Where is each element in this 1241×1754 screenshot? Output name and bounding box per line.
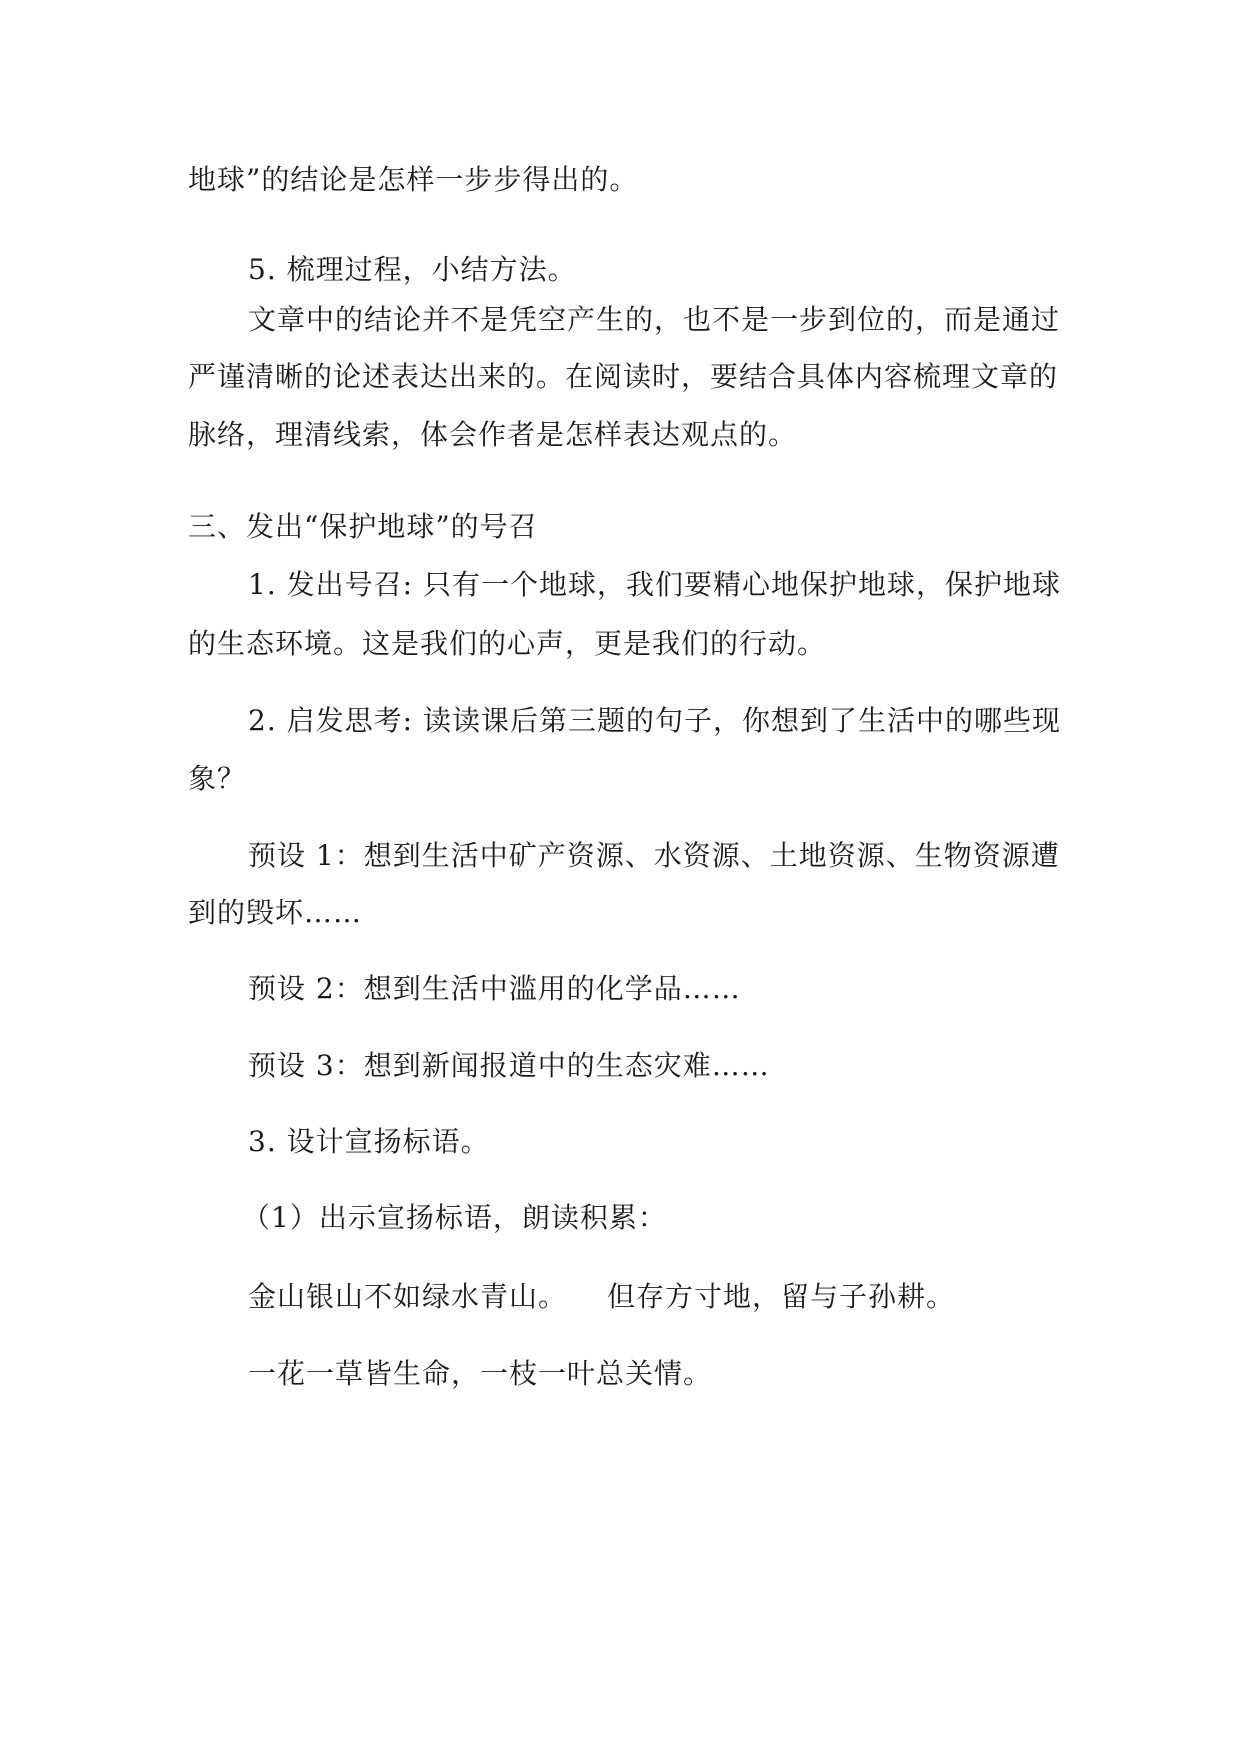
slogan-line [248, 1277, 955, 1317]
paragraph-line: 象？ [188, 762, 247, 795]
paragraph-line: 地球”的结论是怎样一步步得出的。 [188, 163, 639, 196]
slogan-text: 金山银山不如绿水青山。 [248, 1280, 568, 1313]
paragraph-line: 文章中的结论并不是凭空产生的，也不是一步到位的，而是通过 [248, 303, 1061, 336]
paragraph-line: 的生态环境。这是我们的心声，更是我们的行动。 [188, 627, 827, 660]
paragraph-line: 预设 1：想到生活中矿产资源、水资源、土地资源、生物资源遭 [248, 839, 1060, 872]
paragraph-line: （1）出示宣扬标语，朗读积累： [242, 1201, 667, 1234]
paragraph-line: 1. 发出号召: 只有一个地球，我们要精心地保护地球，保护地球 [248, 568, 1061, 601]
step-heading: 3. 设计宣扬标语。 [248, 1125, 490, 1158]
paragraph-line: 预设 2：想到生活中滥用的化学品…… [248, 972, 741, 1005]
section-heading: 三、发出“保护地球”的号召 [188, 510, 538, 543]
paragraph-line: 到的毁坏…… [188, 896, 363, 929]
paragraph-line: 严谨清晰的论述表达出来的。在阅读时，要结合具体内容梳理文章的 [188, 360, 1059, 393]
step-heading: 5. 梳理过程，小结方法。 [248, 253, 577, 286]
paragraph-line: 脉络，理清线索，体会作者是怎样表达观点的。 [188, 418, 798, 451]
paragraph-line: 2. 启发思考: 读读课后第三题的句子，你想到了生活中的哪些现 [248, 704, 1061, 737]
slogan-text: 但存方寸地，留与子孙耕。 [607, 1280, 956, 1313]
slogan-line: 一花一草皆生命，一枝一叶总关情。 [248, 1357, 713, 1390]
paragraph-line: 预设 3：想到新闻报道中的生态灾难…… [248, 1049, 770, 1082]
